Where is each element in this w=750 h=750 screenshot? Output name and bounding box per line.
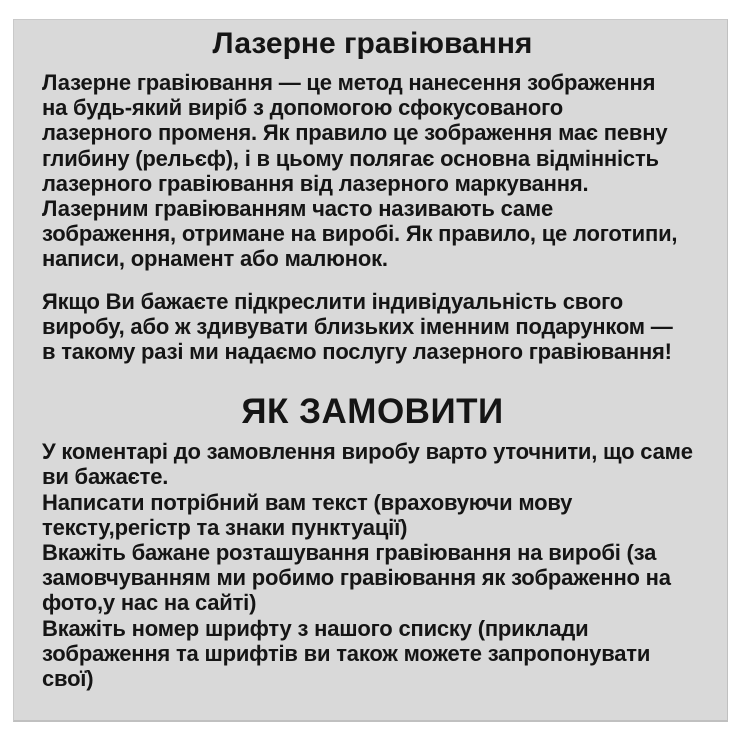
text-line: Лазерне гравіювання — це метод нанесення зображення: [42, 70, 656, 95]
text-line: свої): [42, 666, 94, 692]
text-line: зображення, отримане на виробі. Як правило, це логотипи,: [42, 221, 678, 247]
text-line: Вкажіть бажане розташування гравіювання на виробі (за: [42, 540, 657, 566]
offer-paragraph: [42, 289, 703, 365]
text-line: фото,у нас на сайті): [42, 590, 257, 616]
text-line: написи, орнамент або малюнок.: [42, 246, 388, 272]
intro-paragraph: [42, 70, 703, 272]
text-line: в такому разі ми надаємо послугу лазерного гравіювання!: [42, 339, 672, 365]
text-line: У коментарі до замовлення виробу варто уточнити, що саме: [42, 439, 693, 465]
text-line: виробу, або ж здивувати близьких іменним подарунком —: [42, 313, 673, 339]
text-line: ви бажаєте.: [42, 464, 169, 490]
how-to-order-paragraph: [42, 439, 703, 691]
text-line: Лазерним гравіюванням часто називають саме: [42, 196, 554, 222]
text-line: Вкажіть номер шрифту з нашого списку (приклади: [42, 615, 589, 641]
text-line: Якщо Ви бажаєте підкреслити індивідуальність свого: [42, 288, 623, 314]
text-line: тексту,регістр та знаки пунктуації): [42, 514, 408, 540]
engraving-info-panel: [13, 19, 728, 722]
text-line: замовчуванням ми робимо гравіювання як зображенно на: [42, 565, 671, 591]
text-line: Написати потрібний вам текст (враховуючи мову: [42, 489, 573, 515]
text-line: глибину (рельєф), і в цьому полягає основна відмінність: [42, 145, 659, 171]
how-to-order-heading: ЯК ЗАМОВИТИ: [241, 392, 504, 432]
text-line: зображення та шрифтів ви також можете запропонувати: [42, 640, 651, 666]
text-line: лазерного променя. Як правило це зображення має певну: [42, 120, 668, 146]
page-title: Лазерне гравіювання: [212, 27, 533, 60]
text-line: на будь-який виріб з допомогою сфокусованого: [42, 95, 563, 121]
text-line: лазерного гравіювання від лазерного маркування.: [42, 170, 589, 196]
